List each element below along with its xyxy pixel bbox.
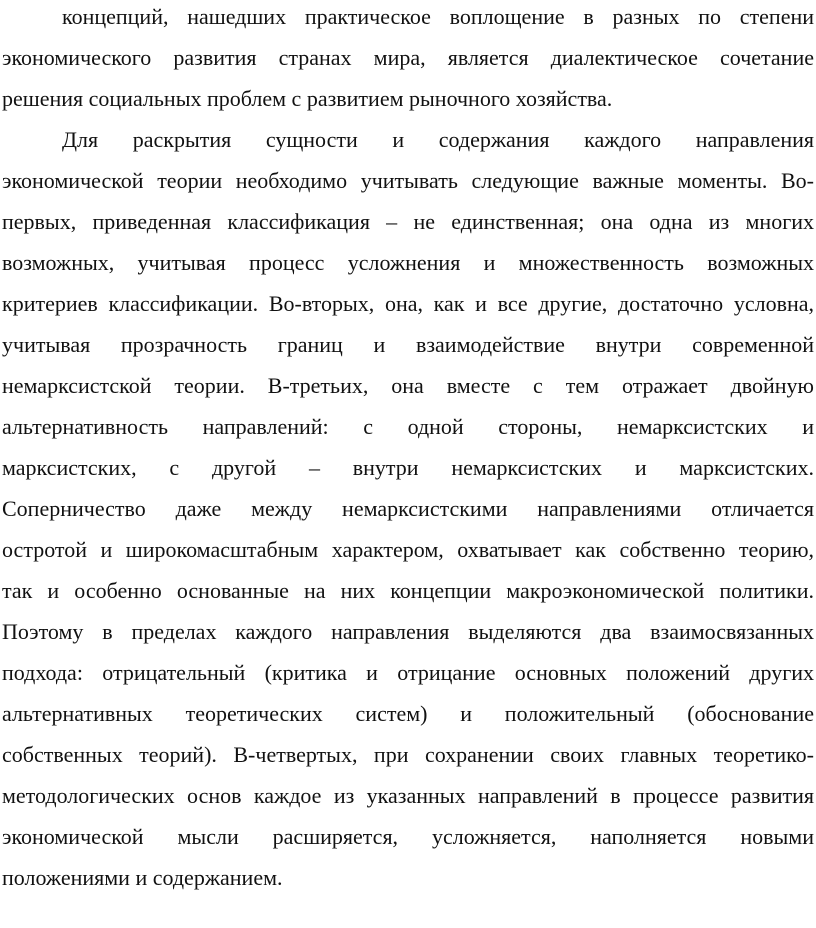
paragraph-2-line-15: альтернативных теоретических систем) и положительный (обоснование	[2, 701, 814, 726]
paragraph-2-line-13: Поэтому в пределах каждого направления выделяются два взаимосвязанных	[2, 619, 814, 644]
paragraph-2-line-5: критериев классификации. Во-вторых, она, как и все другие, достаточно условна,	[2, 291, 814, 316]
paragraph-2-line-10: Соперничество даже между немарксистскими направлениями отличается	[2, 496, 814, 521]
paragraph-2-line-1: Для раскрытия сущности и содержания каждого направления	[62, 127, 814, 152]
paragraph-1-line-1: концепций, нашедших практическое воплощение в разных по степени	[62, 4, 814, 29]
paragraph-2-line-12: так и особенно основанные на них концепции макроэкономической политики.	[2, 578, 814, 603]
paragraph-2-line-11: остротой и широкомасштабным характером, охватывает как собственно теорию,	[2, 537, 814, 562]
paragraph-2-line-16: собственных теорий). В-четвертых, при сохранении своих главных теоретико-	[2, 742, 814, 767]
paragraph-2-line-8: альтернативность направлений: с одной стороны, немарксистских и	[2, 414, 814, 439]
paragraph-2-line-17: методологических основ каждое из указанных направлений в процессе развития	[2, 783, 814, 808]
paragraph-2-line-19: положениями и содержанием.	[2, 865, 283, 890]
paragraph-2-line-18: экономической мысли расширяется, усложняется, наполняется новыми	[2, 824, 814, 849]
paragraph-2-line-7: немарксистской теории. В-третьих, она вместе с тем отражает двойную	[2, 373, 814, 398]
paragraph-1-line-2: экономического развития странах мира, является диалектическое сочетание	[2, 45, 814, 70]
paragraph-2-line-14: подхода: отрицательный (критика и отрицание основных положений других	[2, 660, 814, 685]
paragraph-1-line-3: решения социальных проблем с развитием рыночного хозяйства.	[2, 86, 613, 111]
paragraph-2-line-2: экономической теории необходимо учитывать следующие важные моменты. Во-	[2, 168, 814, 193]
paragraph-2-line-4: возможных, учитывая процесс усложнения и множественность возможных	[2, 250, 814, 275]
paragraph-2-line-3: первых, приведенная классификация – не единственная; она одна из многих	[2, 209, 814, 234]
paragraph-2-line-6: учитывая прозрачность границ и взаимодействие внутри современной	[2, 332, 814, 357]
paragraph-2-line-9: марксистских, с другой – внутри немарксистских и марксистских.	[2, 455, 814, 480]
